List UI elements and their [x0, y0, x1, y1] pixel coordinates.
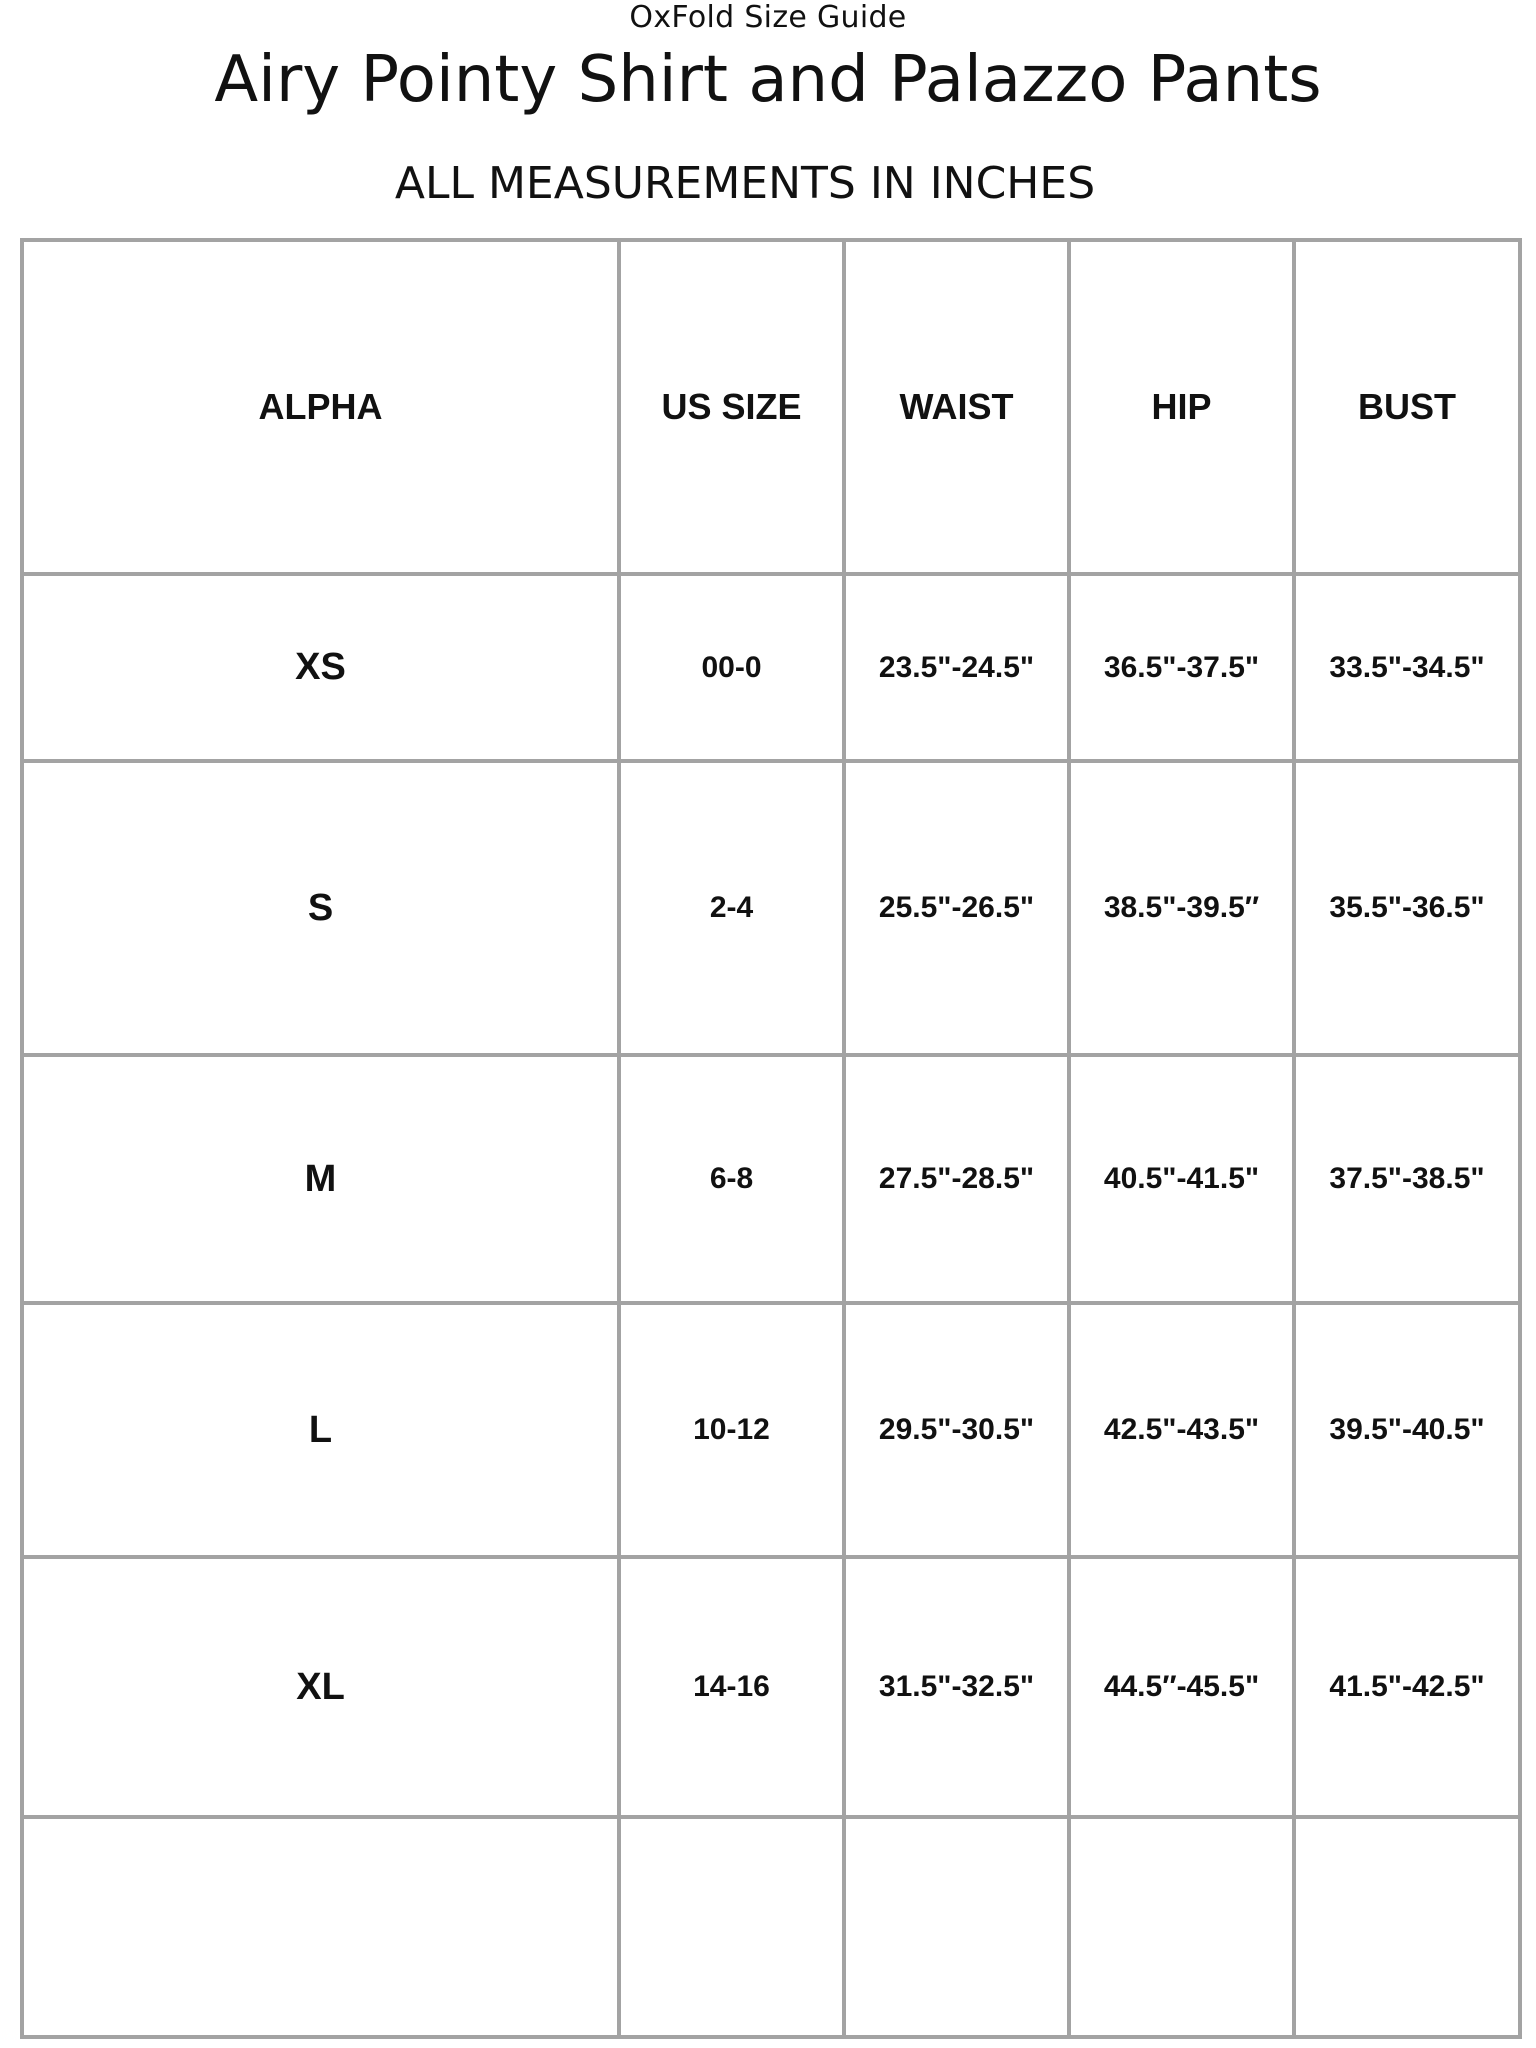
table-row-empty — [22, 1817, 1520, 2037]
cell-bust: 39.5"-40.5" — [1294, 1303, 1520, 1557]
table-row — [22, 574, 1520, 761]
cell-waist: 27.5"-28.5" — [844, 1055, 1069, 1303]
cell-us-size: 6-8 — [619, 1055, 844, 1303]
cell-hip: 38.5"-39.5″ — [1069, 761, 1294, 1055]
cell-us-size: 00-0 — [619, 574, 844, 761]
cell-us-size: 14-16 — [619, 1557, 844, 1817]
measurement-unit-note: ALL MEASUREMENTS IN INCHES — [394, 158, 1096, 209]
table-row — [22, 1557, 1520, 1817]
cell-hip — [1069, 1817, 1294, 2037]
column-header-hip: HIP — [1069, 240, 1294, 574]
cell-alpha: XS — [22, 574, 619, 761]
cell-us-size: 10-12 — [619, 1303, 844, 1557]
cell-us-size: 2-4 — [619, 761, 844, 1055]
cell-bust: 33.5"-34.5" — [1294, 574, 1520, 761]
cell-hip: 36.5"-37.5" — [1069, 574, 1294, 761]
cell-alpha: M — [22, 1055, 619, 1303]
cell-hip: 42.5"-43.5" — [1069, 1303, 1294, 1557]
table-row — [22, 1055, 1520, 1303]
cell-waist: 29.5"-30.5" — [844, 1303, 1069, 1557]
column-header-us-size: US SIZE — [619, 240, 844, 574]
cell-alpha: XL — [22, 1557, 619, 1817]
table-row — [22, 761, 1520, 1055]
cell-alpha: S — [22, 761, 619, 1055]
column-header-bust: BUST — [1294, 240, 1520, 574]
cell-bust — [1294, 1817, 1520, 2037]
cell-hip: 44.5″-45.5" — [1069, 1557, 1294, 1817]
column-header-waist: WAIST — [844, 240, 1069, 574]
cell-bust: 41.5"-42.5" — [1294, 1557, 1520, 1817]
page-title: Airy Pointy Shirt and Palazzo Pants — [214, 43, 1322, 117]
brand-label: OxFold Size Guide — [629, 0, 907, 35]
cell-bust: 35.5"-36.5" — [1294, 761, 1520, 1055]
cell-alpha — [22, 1817, 619, 2037]
cell-waist: 23.5"-24.5" — [844, 574, 1069, 761]
table-header-row — [22, 240, 1520, 574]
cell-alpha: L — [22, 1303, 619, 1557]
size-chart-table — [20, 238, 1522, 2039]
cell-bust: 37.5"-38.5" — [1294, 1055, 1520, 1303]
cell-waist: 31.5"-32.5" — [844, 1557, 1069, 1817]
cell-waist: 25.5"-26.5" — [844, 761, 1069, 1055]
cell-hip: 40.5"-41.5" — [1069, 1055, 1294, 1303]
cell-us-size — [619, 1817, 844, 2037]
table-row — [22, 1303, 1520, 1557]
column-header-alpha: ALPHA — [22, 240, 619, 574]
cell-waist — [844, 1817, 1069, 2037]
